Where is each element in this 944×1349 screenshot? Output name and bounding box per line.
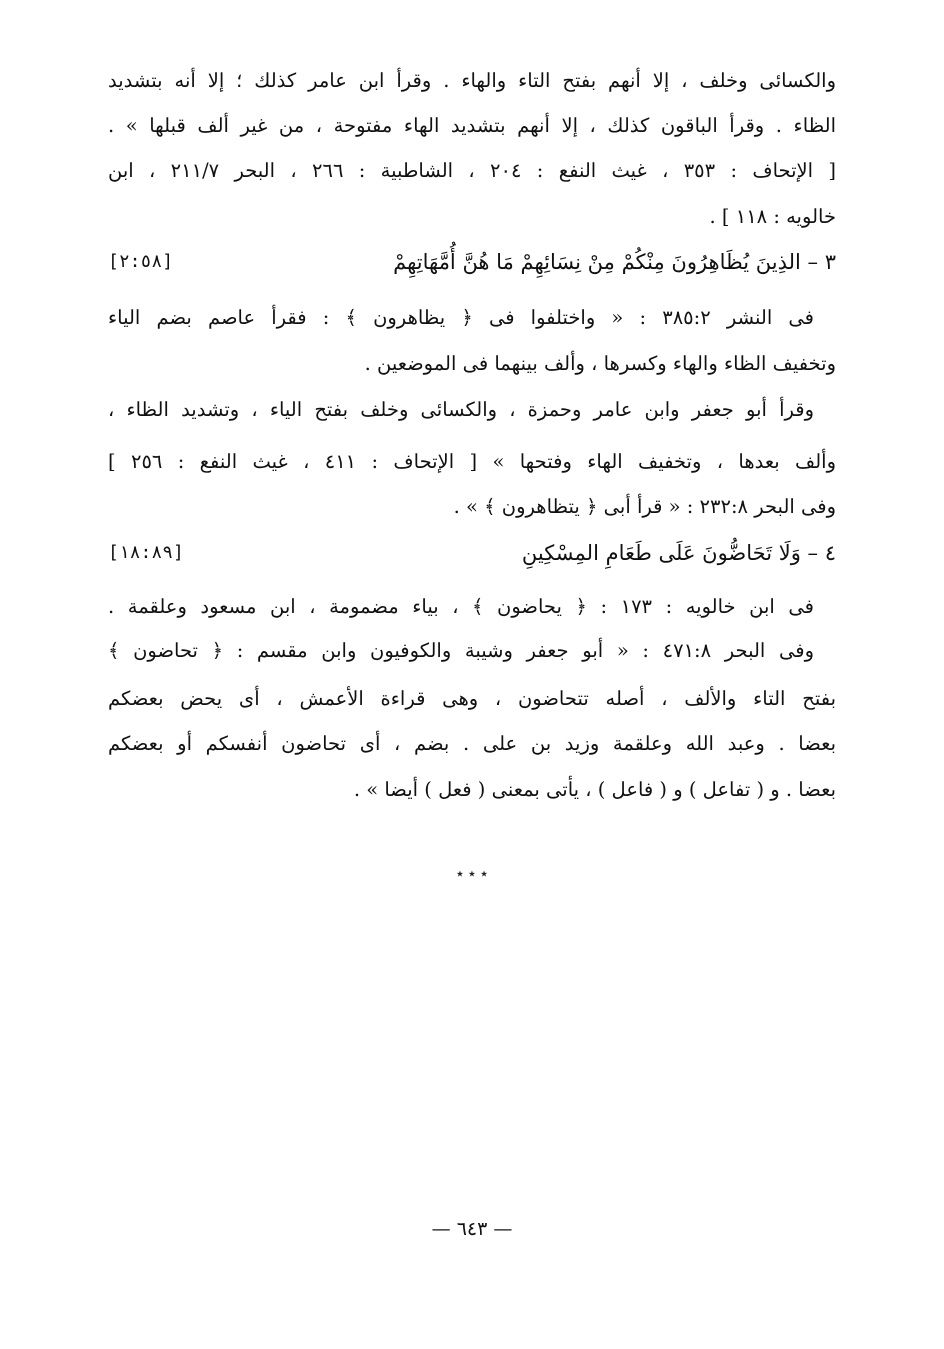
verse-text: ٣ – الذِينَ يُظَاهِرُونَ مِنْكُمْ مِنْ نِسَائِهِمْ مَا هُنَّ أُمَّهَاتِهِمْ	[393, 250, 836, 274]
text-line: فى النشر ٣٨٥:٢ : « واختلفوا فى ﴿ يظاهرون ﴾ : فقرأ عاصم بضم الياء	[108, 306, 814, 329]
text-line: بعضا . وعبد الله وعلقمة وزيد بن على . بضم ، أى تحاضون أنفسكم أو بعضكم	[108, 732, 836, 755]
text-line: خالويه : ١١٨ ] .	[709, 205, 836, 228]
text-line: بعضا . و ( تفاعل ) و ( فاعل ) ، يأتى بمعنى ( فعل ) أيضا » .	[353, 778, 836, 801]
text-line: وفى البحر ٤٧١:٨ : « أبو جعفر وشيبة والكوفيون وابن مقسم : ﴿ تحاضون ﴾	[108, 639, 814, 662]
verse-text: ٤ – وَلَا تَحَاضُّونَ عَلَى طَعَامِ المِسْكِينِ	[521, 541, 836, 565]
text-line: وتخفيف الظاء والهاء وكسرها ، وألف بينهما فى الموضعين .	[364, 352, 836, 375]
text-line: وقرأ أبو جعفر وابن عامر وحمزة ، والكسائى وخلف بفتح الياء ، وتشديد الظاء ،	[108, 398, 814, 421]
text-line: بفتح التاء والألف ، أصله تتحاضون ، وهى قراءة الأعمش ، أى يحض بعضكم	[108, 687, 836, 710]
text-line: والكسائى وخلف ، إلا أنهم بفتح التاء والهاء . وقرأ ابن عامر كذلك ؛ إلا أنه بتشديد	[108, 69, 836, 92]
page-number: — ٦٤٣ —	[431, 1218, 513, 1240]
quran-verse-3	[108, 242, 836, 282]
verse-reference: [٢:٥٨]	[108, 251, 174, 272]
text-line: وفى البحر ٢٣٢:٨ : « قرأ أبى ﴿ يتظاهرون ﴾ » .	[453, 495, 836, 518]
section-separator: ٭ ٭ ٭	[456, 866, 488, 882]
verse-reference: [١٨:٨٩]	[108, 542, 184, 563]
text-line: وألف بعدها ، وتخفيف الهاء وفتحها » [ الإتحاف : ٤١١ ، غيث النفع : ٢٥٦ ]	[108, 450, 836, 473]
text-line: الظاء . وقرأ الباقون كذلك ، إلا أنهم بتشديد الهاء مفتوحة ، من غير ألف قبلها » .	[108, 114, 836, 137]
text-line: فى ابن خالويه : ١٧٣ : ﴿ يحاضون ﴾ ، بياء مضمومة ، ابن مسعود وعلقمة .	[108, 595, 814, 618]
text-line: [ الإتحاف : ٣٥٣ ، غيث النفع : ٢٠٤ ، الشاطبية : ٢٦٦ ، البحر ٢١١/٧ ، ابن	[108, 159, 836, 182]
quran-verse-4	[108, 533, 836, 573]
